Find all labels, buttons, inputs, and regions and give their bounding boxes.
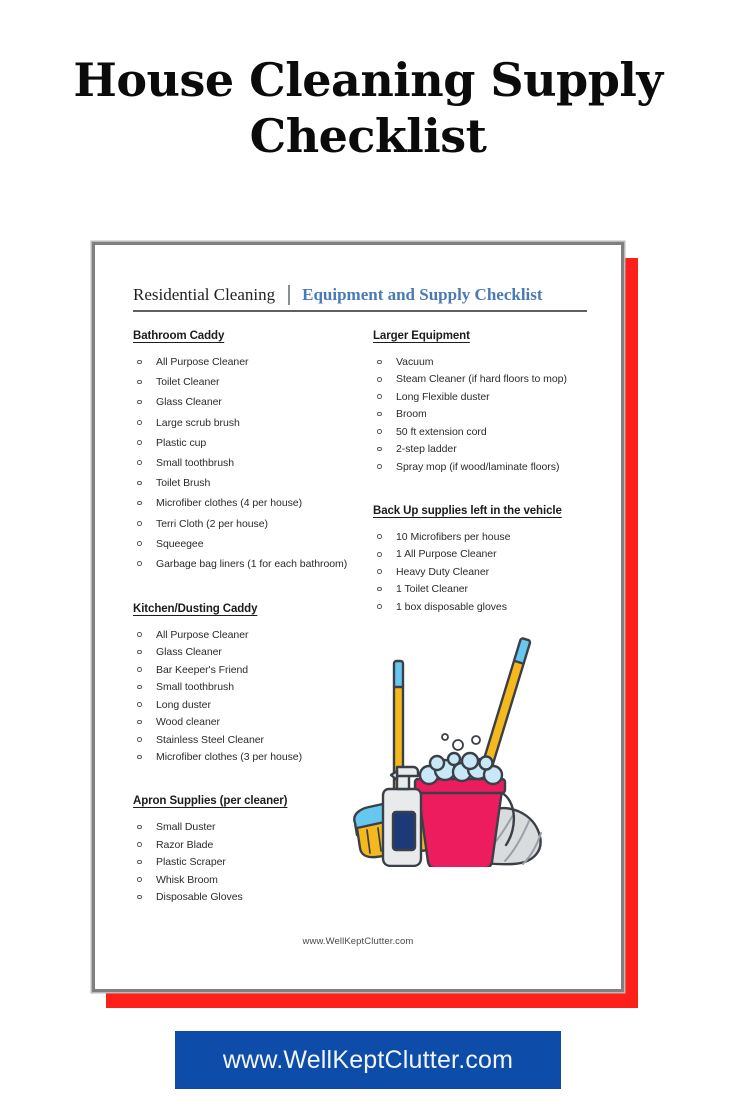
list-item[interactable] — [373, 459, 613, 475]
section-larger-equipment — [373, 330, 613, 475]
checkbox-circle-icon[interactable] — [377, 377, 382, 382]
list-item[interactable] — [133, 374, 365, 391]
section-kitchen-dusting-caddy — [133, 603, 365, 765]
checkbox-circle-icon[interactable] — [137, 561, 142, 566]
checkbox-circle-icon[interactable] — [377, 429, 382, 434]
list-item[interactable] — [133, 662, 365, 678]
checkbox-circle-icon[interactable] — [137, 541, 142, 546]
list-item[interactable] — [373, 424, 613, 440]
list-item[interactable] — [133, 475, 365, 492]
checkbox-circle-icon[interactable] — [137, 755, 142, 760]
checkbox-circle-icon[interactable] — [377, 552, 382, 557]
list-item[interactable] — [373, 354, 613, 370]
section-heading: Larger Equipment — [373, 330, 470, 342]
checklist-list — [373, 529, 613, 615]
document-footer-url: www.WellKeptClutter.com — [302, 936, 414, 947]
checkbox-circle-icon[interactable] — [377, 412, 382, 417]
list-item[interactable] — [373, 529, 613, 545]
list-item[interactable] — [133, 714, 365, 730]
list-item-label: 1 Toilet Cleaner — [396, 583, 468, 596]
checkbox-circle-icon[interactable] — [137, 481, 142, 486]
document-page — [92, 242, 624, 992]
list-item[interactable] — [133, 889, 365, 905]
list-item-label: Wood cleaner — [156, 716, 220, 729]
list-item-label: Small toothbrush — [156, 456, 234, 469]
list-item[interactable] — [133, 697, 365, 713]
list-item[interactable] — [133, 394, 365, 411]
list-item-label: 1 box disposable gloves — [396, 600, 507, 613]
document-header — [133, 285, 587, 312]
list-item-label: Garbage bag liners (1 for each bathroom) — [156, 557, 348, 570]
section-heading: Kitchen/Dusting Caddy — [133, 602, 258, 615]
checkbox-circle-icon[interactable] — [137, 877, 142, 882]
checkbox-circle-icon[interactable] — [377, 569, 382, 574]
section-bathroom-caddy — [133, 330, 365, 573]
checklist-column-right — [373, 330, 613, 645]
list-item[interactable] — [133, 854, 365, 870]
checklist-columns — [133, 330, 587, 935]
list-item-label: 2-step ladder — [396, 443, 457, 456]
list-item[interactable] — [133, 872, 365, 888]
list-item[interactable] — [133, 495, 365, 512]
list-item-label: 1 All Purpose Cleaner — [396, 548, 497, 561]
website-banner[interactable] — [175, 1031, 561, 1089]
section-apron-supplies — [133, 795, 365, 905]
list-item[interactable] — [373, 371, 613, 387]
checkbox-circle-icon[interactable] — [377, 534, 382, 539]
list-item[interactable] — [133, 556, 365, 573]
list-item[interactable] — [133, 679, 365, 695]
list-item-label: Microfiber clothes (3 per house) — [156, 751, 303, 764]
list-item[interactable] — [373, 581, 613, 597]
checkbox-circle-icon[interactable] — [137, 685, 142, 690]
list-item[interactable] — [133, 455, 365, 472]
checkbox-circle-icon[interactable] — [137, 521, 142, 526]
checkbox-circle-icon[interactable] — [377, 464, 382, 469]
list-item[interactable] — [373, 546, 613, 562]
checklist-list — [373, 354, 613, 475]
checkbox-circle-icon[interactable] — [137, 380, 142, 385]
list-item[interactable] — [133, 644, 365, 660]
header-divider — [288, 285, 290, 305]
list-item-label: Large scrub brush — [156, 416, 240, 429]
checklist-list — [133, 627, 365, 765]
checkbox-circle-icon[interactable] — [137, 737, 142, 742]
list-item-label: 50 ft extension cord — [396, 425, 487, 438]
list-item[interactable] — [373, 441, 613, 457]
checkbox-circle-icon[interactable] — [137, 720, 142, 725]
list-item-label: Small toothbrush — [156, 681, 234, 694]
list-item-label: Bar Keeper's Friend — [156, 663, 249, 676]
list-item-label: Vacuum — [396, 356, 434, 368]
list-item[interactable] — [133, 516, 365, 533]
list-item[interactable] — [373, 389, 613, 405]
list-item[interactable] — [373, 599, 613, 615]
list-item[interactable] — [133, 627, 365, 643]
list-item-label: Toilet Brush — [156, 477, 211, 490]
page-title: House Cleaning Supply Checklist — [73, 53, 663, 164]
checkbox-circle-icon[interactable] — [137, 460, 142, 465]
list-item-label: 10 Microfibers per house — [396, 530, 511, 543]
checklist-list — [133, 819, 365, 905]
list-item-label: Plastic cup — [156, 436, 207, 449]
list-item-label: Long duster — [156, 698, 211, 711]
list-item[interactable] — [373, 406, 613, 422]
list-item-label: All Purpose Cleaner — [156, 356, 249, 368]
section-backup-supplies — [373, 505, 613, 615]
checkbox-circle-icon[interactable] — [137, 360, 142, 365]
list-item-label: Small Duster — [156, 821, 216, 834]
list-item-label: All Purpose Cleaner — [156, 628, 249, 641]
list-item[interactable] — [133, 536, 365, 553]
section-heading: Back Up supplies left in the vehicle — [373, 504, 562, 517]
checklist-list — [133, 354, 365, 573]
checkbox-circle-icon[interactable] — [377, 604, 382, 609]
list-item-label: Steam Cleaner (if hard floors to mop) — [396, 373, 567, 386]
checkbox-circle-icon[interactable] — [137, 440, 142, 445]
checkbox-circle-icon[interactable] — [377, 360, 382, 365]
checkbox-circle-icon[interactable] — [137, 650, 142, 655]
checkbox-circle-icon[interactable] — [377, 394, 382, 399]
list-item[interactable] — [133, 837, 365, 853]
list-item[interactable] — [373, 564, 613, 580]
list-item-label: Plastic Scraper — [156, 856, 226, 869]
list-item-label: Broom — [396, 408, 427, 421]
checkbox-circle-icon[interactable] — [377, 587, 382, 592]
checkbox-circle-icon[interactable] — [137, 400, 142, 405]
document-header-left: Residential Cleaning — [133, 285, 276, 304]
list-item-label: Stainless Steel Cleaner — [156, 733, 264, 746]
list-item-label: Disposable Gloves — [156, 891, 243, 904]
section-heading: Apron Supplies (per cleaner) — [133, 795, 288, 808]
list-item[interactable] — [133, 354, 365, 371]
checkbox-circle-icon[interactable] — [137, 825, 142, 830]
list-item-label: Long Flexible duster — [396, 390, 490, 403]
list-item-label: Heavy Duty Cleaner — [396, 565, 490, 578]
list-item[interactable] — [133, 732, 365, 748]
checkbox-circle-icon[interactable] — [137, 420, 142, 425]
checkbox-circle-icon[interactable] — [137, 702, 142, 707]
banner-url-text: www.WellKeptClutter.com — [222, 1045, 514, 1074]
list-item-label: Toilet Cleaner — [156, 376, 220, 389]
list-item[interactable] — [133, 435, 365, 452]
list-item-label: Spray mop (if wood/laminate floors) — [396, 460, 560, 473]
list-item-label: Glass Cleaner — [156, 396, 222, 409]
checklist-column-left — [133, 330, 365, 935]
checkbox-circle-icon[interactable] — [137, 632, 142, 637]
checkbox-circle-icon[interactable] — [377, 447, 382, 452]
checkbox-circle-icon[interactable] — [137, 860, 142, 865]
checkbox-circle-icon[interactable] — [137, 667, 142, 672]
list-item[interactable] — [133, 415, 365, 432]
checkbox-circle-icon[interactable] — [137, 501, 142, 506]
checkbox-circle-icon[interactable] — [137, 895, 142, 900]
list-item-label: Squeegee — [156, 537, 204, 550]
checkbox-circle-icon[interactable] — [137, 842, 142, 847]
list-item[interactable] — [133, 819, 365, 835]
list-item-label: Microfiber clothes (4 per house) — [156, 497, 303, 510]
section-heading: Bathroom Caddy — [133, 330, 225, 342]
list-item-label: Glass Cleaner — [156, 646, 222, 659]
list-item-label: Razor Blade — [156, 838, 214, 851]
list-item[interactable] — [133, 749, 365, 765]
checklist-document — [92, 242, 624, 992]
list-item-label: Whisk Broom — [156, 873, 218, 886]
document-header-right: Equipment and Supply Checklist — [302, 285, 543, 304]
list-item-label: Terri Cloth (2 per house) — [156, 517, 268, 530]
